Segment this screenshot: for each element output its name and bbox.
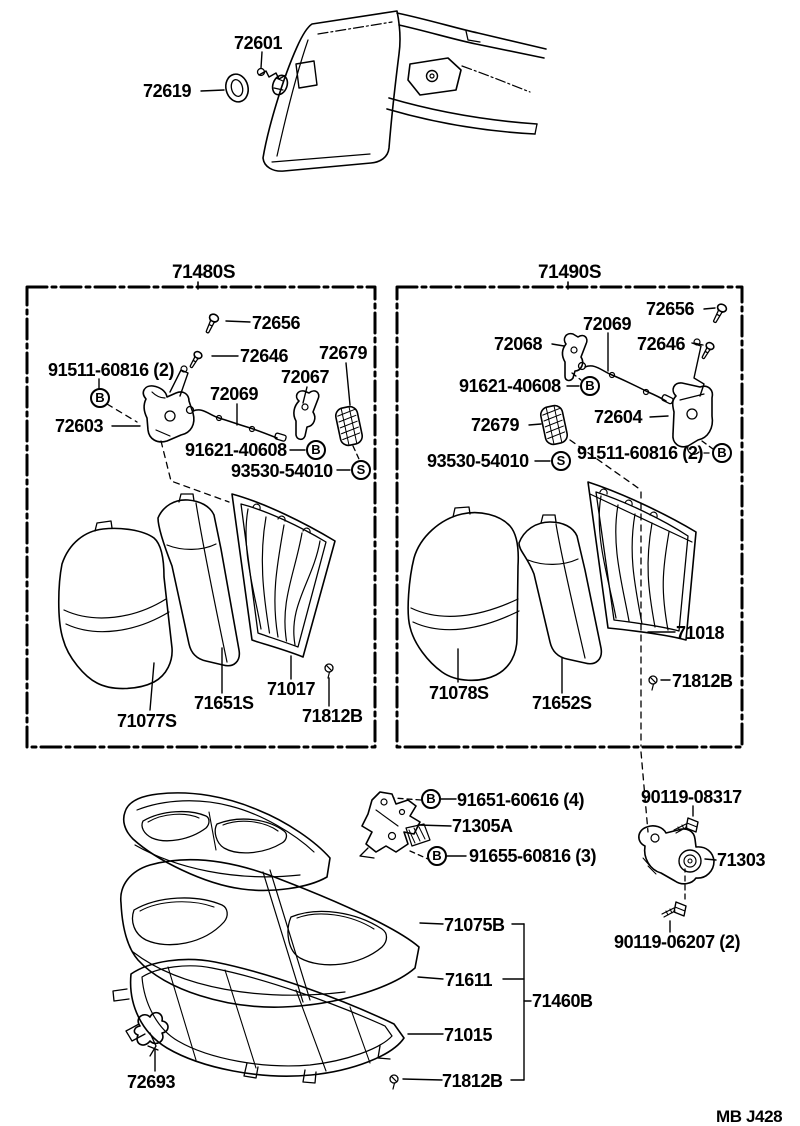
part-label-71078s: 71078S [429, 683, 489, 703]
part-label-71652s: 71652S [532, 693, 592, 713]
part-label-72656-right: 72656 [646, 299, 695, 319]
part-label-91621-left: 91621-40608 [185, 440, 287, 460]
part-label-90119-08317: 90119-08317 [641, 787, 742, 807]
part-label-72068: 72068 [494, 334, 543, 354]
seatback-frame-71018-drawing [588, 482, 696, 640]
part-label-71303: 71303 [717, 850, 766, 870]
part-label-91511-left: 91511-60816 (2) [48, 360, 175, 380]
quarter-trim-panel-drawing [263, 11, 546, 171]
seatback-pad-71652s-drawing [519, 515, 601, 664]
part-label-91621-right: 91621-40608 [459, 376, 561, 396]
seat-cushion-71075b-drawing [124, 793, 330, 890]
part-label-93530-right: 93530-54010 [427, 451, 529, 471]
part-label-71015: 71015 [444, 1025, 493, 1045]
callout-b-91511-left: B [90, 388, 110, 408]
part-label-72604: 72604 [594, 407, 643, 427]
latch-72067-drawing [294, 391, 319, 439]
callout-b-91651: B [421, 789, 441, 809]
lock-72604-drawing [673, 339, 713, 454]
part-label-90119-06207: 90119-06207 (2) [614, 932, 741, 952]
part-label-72069-left: 72069 [210, 384, 259, 404]
part-label-71018: 71018 [676, 623, 725, 643]
part-label-71075b: 71075B [444, 915, 505, 935]
box-title-71490s: 71490S [538, 262, 602, 283]
part-label-71077s: 71077S [117, 711, 177, 731]
clip-72601-drawing [258, 52, 290, 97]
part-label-71651s: 71651S [194, 693, 254, 713]
bolt-90119-06207-drawing [662, 902, 686, 917]
part-label-71812b-left: 71812B [302, 706, 363, 726]
part-label-72679-left: 72679 [319, 343, 368, 363]
part-label-71812b-bottom: 71812B [442, 1071, 503, 1091]
seatback-pad-71651s-drawing [158, 494, 239, 666]
part-label-71305a: 71305A [452, 816, 513, 836]
part-label-71611: 71611 [445, 970, 493, 990]
part-label-72601: 72601 [234, 33, 283, 53]
hinge-71303-drawing [639, 826, 714, 884]
callout-s-93530-right: S [551, 451, 571, 471]
part-label-72603: 72603 [55, 416, 104, 436]
callout-b-91511-right: B [712, 443, 732, 463]
seatback-cushion-71078s-drawing [408, 507, 519, 680]
part-label-91511-right: 91511-60816 (2) [577, 443, 704, 463]
box-title-71480s: 71480S [172, 262, 236, 283]
part-label-72067: 72067 [281, 367, 330, 387]
page-code: MB J428 [716, 1107, 783, 1126]
part-label-72656-left: 72656 [252, 313, 301, 333]
part-label-72069-right: 72069 [583, 314, 632, 334]
seatback-cushion-71077s-drawing [59, 521, 172, 689]
right-box-71490s [397, 282, 742, 832]
seat-frame-71015-drawing [113, 959, 404, 1083]
part-label-72646-left: 72646 [240, 346, 289, 366]
part-label-72646-right: 72646 [637, 334, 686, 354]
part-label-71460b: 71460B [532, 991, 593, 1011]
part-label-72693: 72693 [127, 1072, 176, 1092]
callout-b-91621-left: B [306, 440, 326, 460]
part-label-71812b-right: 71812B [672, 671, 733, 691]
callout-b-91655: B [427, 846, 447, 866]
part-label-72619: 72619 [143, 81, 192, 101]
part-label-72679-right: 72679 [471, 415, 520, 435]
callout-s-93530-left: S [351, 460, 371, 480]
part-label-91651: 91651-60616 (4) [457, 790, 585, 810]
part-label-91655: 91655-60816 (3) [469, 846, 597, 866]
latch-72068-drawing [562, 334, 586, 381]
seatback-frame-71017-drawing [232, 494, 335, 657]
part-label-93530-left: 93530-54010 [231, 461, 333, 481]
callout-b-91621-right: B [580, 376, 600, 396]
grommet-72619-drawing [201, 72, 251, 104]
part-label-71017: 71017 [267, 679, 316, 699]
seat-cushion-71611-drawing [121, 860, 419, 1007]
